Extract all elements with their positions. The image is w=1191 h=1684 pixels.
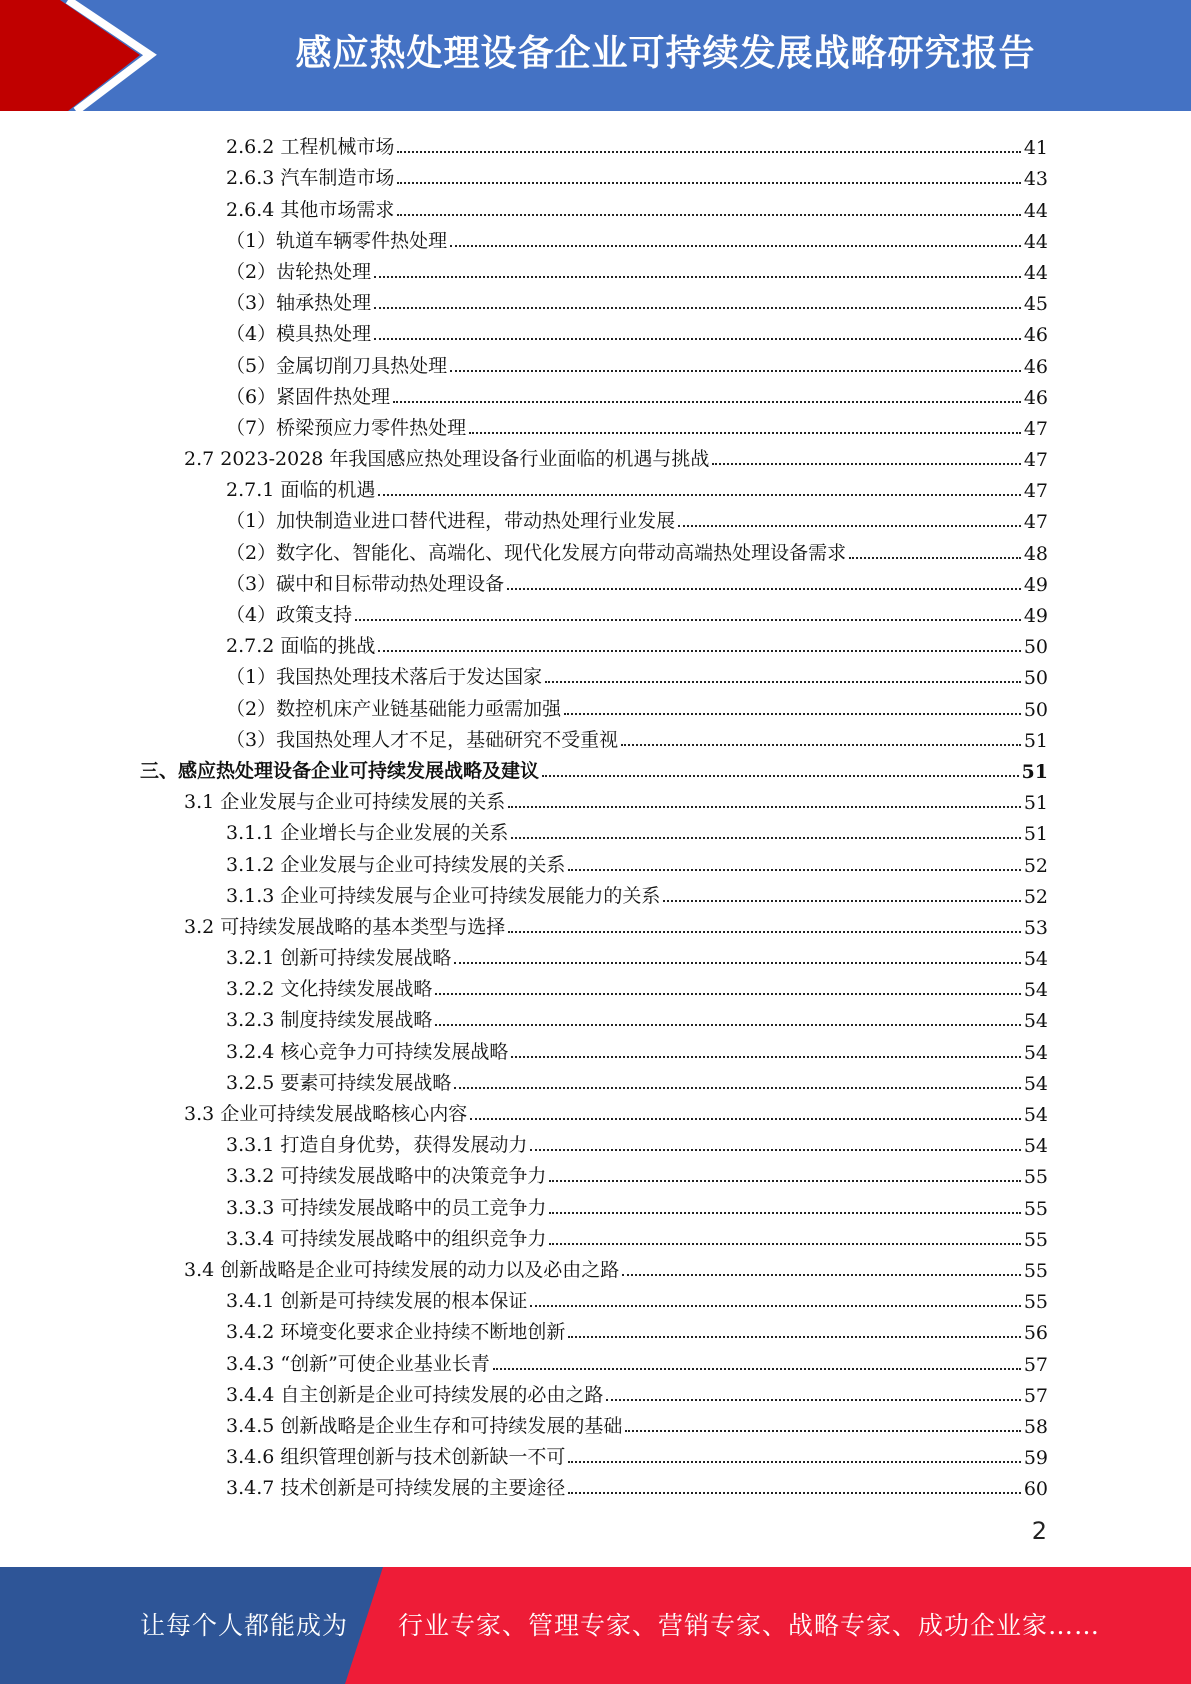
toc-dot-leader (511, 837, 1020, 839)
toc-entry-page: 56 (1023, 1322, 1048, 1345)
toc-entry[interactable] (140, 502, 1048, 533)
toc-entry[interactable] (140, 284, 1048, 315)
toc-dot-leader (545, 681, 1021, 683)
toc-entry-page: 50 (1023, 667, 1048, 690)
toc-entry[interactable] (140, 315, 1048, 346)
toc-entry[interactable] (140, 190, 1048, 221)
toc-entry-label: （3）轴承热处理 (226, 292, 372, 315)
toc-entry-label: （2）数控机床产业链基础能力亟需加强 (226, 697, 562, 720)
toc-dot-leader (493, 1368, 1021, 1370)
toc-entry-page: 53 (1023, 916, 1048, 939)
toc-entry-page: 55 (1023, 1166, 1048, 1189)
toc-entry[interactable] (140, 440, 1048, 471)
toc-dot-leader (450, 245, 1021, 247)
toc-dot-leader (849, 557, 1021, 559)
toc-dot-leader (378, 650, 1020, 652)
page-header (0, 0, 1191, 111)
toc-entry-page: 46 (1023, 386, 1048, 409)
toc-entry-page: 54 (1023, 1104, 1048, 1126)
toc-entry[interactable] (140, 783, 1048, 814)
toc-entry[interactable] (140, 159, 1048, 190)
toc-dot-leader (606, 1399, 1020, 1401)
toc-entry-page: 57 (1023, 1353, 1048, 1376)
toc-dot-leader (511, 1056, 1020, 1058)
toc-entry[interactable] (140, 1001, 1048, 1032)
toc-entry-label: （7）桥梁预应力零件热处理 (226, 416, 467, 439)
toc-entry-label: （2）齿轮热处理 (226, 260, 372, 283)
toc-entry-label: （6）紧固件热处理 (226, 385, 391, 408)
toc-entry-label: （1）轨道车辆零件热处理 (226, 229, 448, 252)
toc-entry-page: 51 (1021, 760, 1048, 783)
toc-entry[interactable] (140, 1282, 1048, 1313)
toc-entry-page: 49 (1023, 573, 1048, 596)
toc-entry[interactable] (140, 1220, 1048, 1251)
toc-entry-page: 44 (1023, 230, 1048, 253)
toc-entry-page: 55 (1023, 1259, 1048, 1282)
toc-entry-page: 54 (1023, 1072, 1048, 1095)
toc-entry-page: 43 (1023, 168, 1048, 191)
toc-dot-leader (568, 869, 1020, 871)
toc-entry-page: 54 (1023, 1010, 1048, 1033)
toc-entry[interactable] (140, 565, 1048, 596)
toc-dot-leader (393, 401, 1021, 403)
toc-entry-label: 3.3.3 可持续发展战略中的员工竞争力 (226, 1196, 547, 1219)
toc-entry[interactable] (140, 1376, 1048, 1407)
toc-entry-label: 3.2 可持续发展战略的基本类型与选择 (184, 915, 506, 938)
toc-entry-label: 3.1.1 企业增长与企业发展的关系 (226, 822, 509, 845)
toc-entry-label: 3.4.6 组织管理创新与技术创新缺一不可 (226, 1446, 566, 1469)
toc-entry-page: 49 (1023, 605, 1048, 627)
toc-entry-label: 3.4.1 创新是可持续发展的根本保证 (226, 1290, 528, 1313)
table-of-contents (140, 128, 1048, 1500)
toc-entry-label: 3.4.7 技术创新是可持续发展的主要途径 (226, 1477, 566, 1500)
toc-dot-leader (542, 775, 1019, 777)
toc-entry-label: 3.4.3 “创新”可使企业基业长青 (226, 1352, 490, 1375)
toc-entry-page: 50 (1023, 698, 1048, 721)
toc-entry-page: 55 (1023, 1291, 1048, 1314)
toc-dot-leader (568, 1336, 1020, 1338)
toc-entry-label: 3.4.4 自主创新是企业可持续发展的必由之路 (226, 1383, 604, 1406)
toc-entry-page: 44 (1023, 199, 1048, 222)
toc-entry-page: 60 (1023, 1478, 1048, 1501)
toc-entry[interactable] (140, 1469, 1048, 1500)
toc-entry-page: 41 (1023, 137, 1048, 160)
toc-entry[interactable] (140, 1438, 1048, 1469)
toc-entry-page: 54 (1023, 1041, 1048, 1064)
toc-dot-leader (469, 432, 1021, 434)
toc-dot-leader (397, 151, 1020, 153)
toc-entry-label: 3.2.4 核心竞争力可持续发展战略 (226, 1040, 509, 1063)
toc-dot-leader (568, 1492, 1020, 1494)
toc-dot-leader (374, 338, 1021, 340)
toc-entry[interactable] (140, 1188, 1048, 1219)
toc-dot-leader (530, 1149, 1020, 1151)
toc-dot-leader (625, 1430, 1020, 1432)
toc-entry-page: 52 (1023, 854, 1048, 877)
toc-entry[interactable] (140, 1095, 1048, 1126)
toc-entry[interactable] (140, 1032, 1048, 1063)
toc-entry-label: 2.6.2 工程机械市场 (226, 136, 395, 159)
toc-entry[interactable] (140, 1251, 1048, 1282)
toc-entry-label: 3.2.5 要素可持续发展战略 (226, 1071, 452, 1094)
toc-entry[interactable] (140, 908, 1048, 939)
toc-entry[interactable] (140, 627, 1048, 658)
toc-dot-leader (374, 307, 1021, 309)
toc-entry-label: （3）我国热处理人才不足，基础研究不受重视 (226, 728, 619, 751)
toc-entry-label: 3.1 企业发展与企业可持续发展的关系 (184, 791, 506, 814)
toc-dot-leader (374, 276, 1021, 278)
toc-entry-label: 3.2.3 制度持续发展战略 (226, 1009, 433, 1032)
toc-entry[interactable] (140, 939, 1048, 970)
toc-entry-page: 51 (1023, 729, 1048, 752)
page-footer (0, 1567, 1191, 1684)
toc-entry[interactable] (140, 721, 1048, 752)
toc-entry-page: 51 (1023, 823, 1048, 846)
toc-dot-leader (621, 744, 1021, 746)
toc-dot-leader (397, 182, 1020, 184)
toc-entry[interactable] (140, 752, 1048, 783)
toc-dot-leader (435, 993, 1020, 995)
toc-dot-leader (470, 1118, 1021, 1120)
toc-dot-leader (564, 713, 1021, 715)
toc-entry-label: 3.1.2 企业发展与企业可持续发展的关系 (226, 853, 566, 876)
toc-dot-leader (549, 1180, 1020, 1182)
toc-entry-label: （5）金属切削刀具热处理 (226, 354, 448, 377)
toc-dot-leader (712, 463, 1020, 465)
toc-entry-page: 51 (1023, 792, 1048, 815)
toc-entry-page: 52 (1023, 885, 1048, 908)
toc-entry[interactable] (140, 346, 1048, 377)
toc-entry-page: 54 (1023, 1135, 1048, 1158)
toc-dot-leader (355, 619, 1021, 621)
toc-entry-label: （3）碳中和目标带动热处理设备 (226, 572, 505, 595)
toc-dot-leader (678, 525, 1021, 527)
toc-dot-leader (378, 494, 1020, 496)
toc-dot-leader (435, 1024, 1020, 1026)
toc-entry-label: （4）模具热处理 (226, 323, 372, 346)
toc-entry-page: 47 (1023, 511, 1048, 534)
toc-entry[interactable] (140, 222, 1048, 253)
toc-entry-label: 3.1.3 企业可持续发展与企业可持续发展能力的关系 (226, 884, 661, 907)
toc-entry-label: 3.2.1 创新可持续发展战略 (226, 947, 452, 970)
toc-entry-label: 3.4.5 创新战略是企业生存和可持续发展的基础 (226, 1414, 623, 1437)
toc-dot-leader (450, 370, 1021, 372)
toc-entry-label: 2.6.4 其他市场需求 (226, 198, 395, 221)
toc-entry-label: 2.6.3 汽车制造市场 (226, 167, 395, 190)
toc-entry-page: 44 (1023, 261, 1048, 284)
toc-entry[interactable] (140, 814, 1048, 845)
toc-entry-label: 三、感应热处理设备企业可持续发展战略及建议 (140, 759, 540, 782)
toc-entry-label: 3.3.1 打造自身优势，获得发展动力 (226, 1134, 528, 1157)
toc-entry-label: 3.3 企业可持续发展战略核心内容 (184, 1103, 468, 1125)
toc-entry-label: 3.4.2 环境变化要求企业持续不断地创新 (226, 1321, 566, 1344)
toc-dot-leader (663, 900, 1020, 902)
toc-dot-leader (508, 806, 1021, 808)
toc-dot-leader (568, 1461, 1020, 1463)
toc-entry-page: 54 (1023, 948, 1048, 971)
toc-entry[interactable] (140, 128, 1048, 159)
toc-entry[interactable] (140, 845, 1048, 876)
toc-entry-label: 3.3.2 可持续发展战略中的决策竞争力 (226, 1165, 547, 1188)
toc-entry-label: （2）数字化、智能化、高端化、现代化发展方向带动高端热处理设备需求 (226, 541, 847, 564)
toc-entry-page: 46 (1023, 324, 1048, 347)
page-number: 2 (1031, 1517, 1047, 1545)
toc-entry-label: （4）政策支持 (226, 604, 353, 626)
toc-dot-leader (507, 588, 1021, 590)
toc-entry-page: 55 (1023, 1228, 1048, 1251)
toc-entry-page: 57 (1023, 1384, 1048, 1407)
toc-entry[interactable] (140, 658, 1048, 689)
toc-entry[interactable] (140, 253, 1048, 284)
toc-entry[interactable] (140, 409, 1048, 440)
toc-entry-label: （1）我国热处理技术落后于发达国家 (226, 666, 543, 689)
toc-entry[interactable] (140, 1344, 1048, 1375)
report-title: 感应热处理设备企业可持续发展战略研究报告 (295, 33, 1036, 74)
footer-slogan-left: 让每个人都能成为 (140, 1611, 349, 1640)
toc-entry-page: 54 (1023, 979, 1048, 1002)
toc-dot-leader (508, 931, 1021, 933)
toc-entry[interactable] (140, 1313, 1048, 1344)
toc-entry[interactable] (140, 378, 1048, 409)
toc-entry[interactable] (140, 970, 1048, 1001)
toc-entry[interactable] (140, 1064, 1048, 1095)
toc-dot-leader (622, 1274, 1021, 1276)
toc-dot-leader (530, 1305, 1020, 1307)
toc-entry-label: 3.3.4 可持续发展战略中的组织竞争力 (226, 1227, 547, 1250)
toc-entry[interactable] (140, 1126, 1048, 1157)
toc-entry[interactable] (140, 1407, 1048, 1438)
toc-entry-page: 48 (1023, 542, 1048, 565)
toc-dot-leader (397, 214, 1020, 216)
toc-dot-leader (454, 1087, 1020, 1089)
toc-entry[interactable] (140, 877, 1048, 908)
toc-entry-label: 3.2.2 文化持续发展战略 (226, 978, 433, 1001)
toc-entry-page: 45 (1023, 293, 1048, 316)
toc-entry-label: （1）加快制造业进口替代进程，带动热处理行业发展 (226, 510, 676, 533)
toc-entry-label: 3.4 创新战略是企业可持续发展的动力以及必由之路 (184, 1258, 620, 1281)
toc-entry[interactable] (140, 689, 1048, 720)
toc-entry-page: 47 (1023, 417, 1048, 440)
toc-entry-page: 58 (1023, 1415, 1048, 1438)
toc-entry[interactable] (140, 1157, 1048, 1188)
toc-dot-leader (549, 1243, 1020, 1245)
toc-entry-label: 2.7.1 面临的机遇 (226, 479, 376, 502)
toc-entry[interactable] (140, 596, 1048, 627)
toc-entry-label: 2.7 2023-2028 年我国感应热处理设备行业面临的机遇与挑战 (184, 448, 710, 471)
toc-entry-label: 2.7.2 面临的挑战 (226, 635, 376, 658)
toc-entry[interactable] (140, 471, 1048, 502)
toc-entry-page: 55 (1023, 1197, 1048, 1220)
toc-entry-page: 46 (1023, 355, 1048, 378)
toc-entry-page: 59 (1023, 1447, 1048, 1470)
toc-entry-page: 47 (1023, 480, 1048, 503)
footer-slogan-right: 行业专家、管理专家、营销专家、战略专家、成功企业家…… (398, 1611, 1101, 1640)
toc-entry[interactable] (140, 533, 1048, 564)
toc-entry-page: 50 (1023, 636, 1048, 659)
toc-entry-page: 47 (1023, 449, 1048, 472)
toc-dot-leader (454, 962, 1020, 964)
toc-dot-leader (549, 1212, 1020, 1214)
